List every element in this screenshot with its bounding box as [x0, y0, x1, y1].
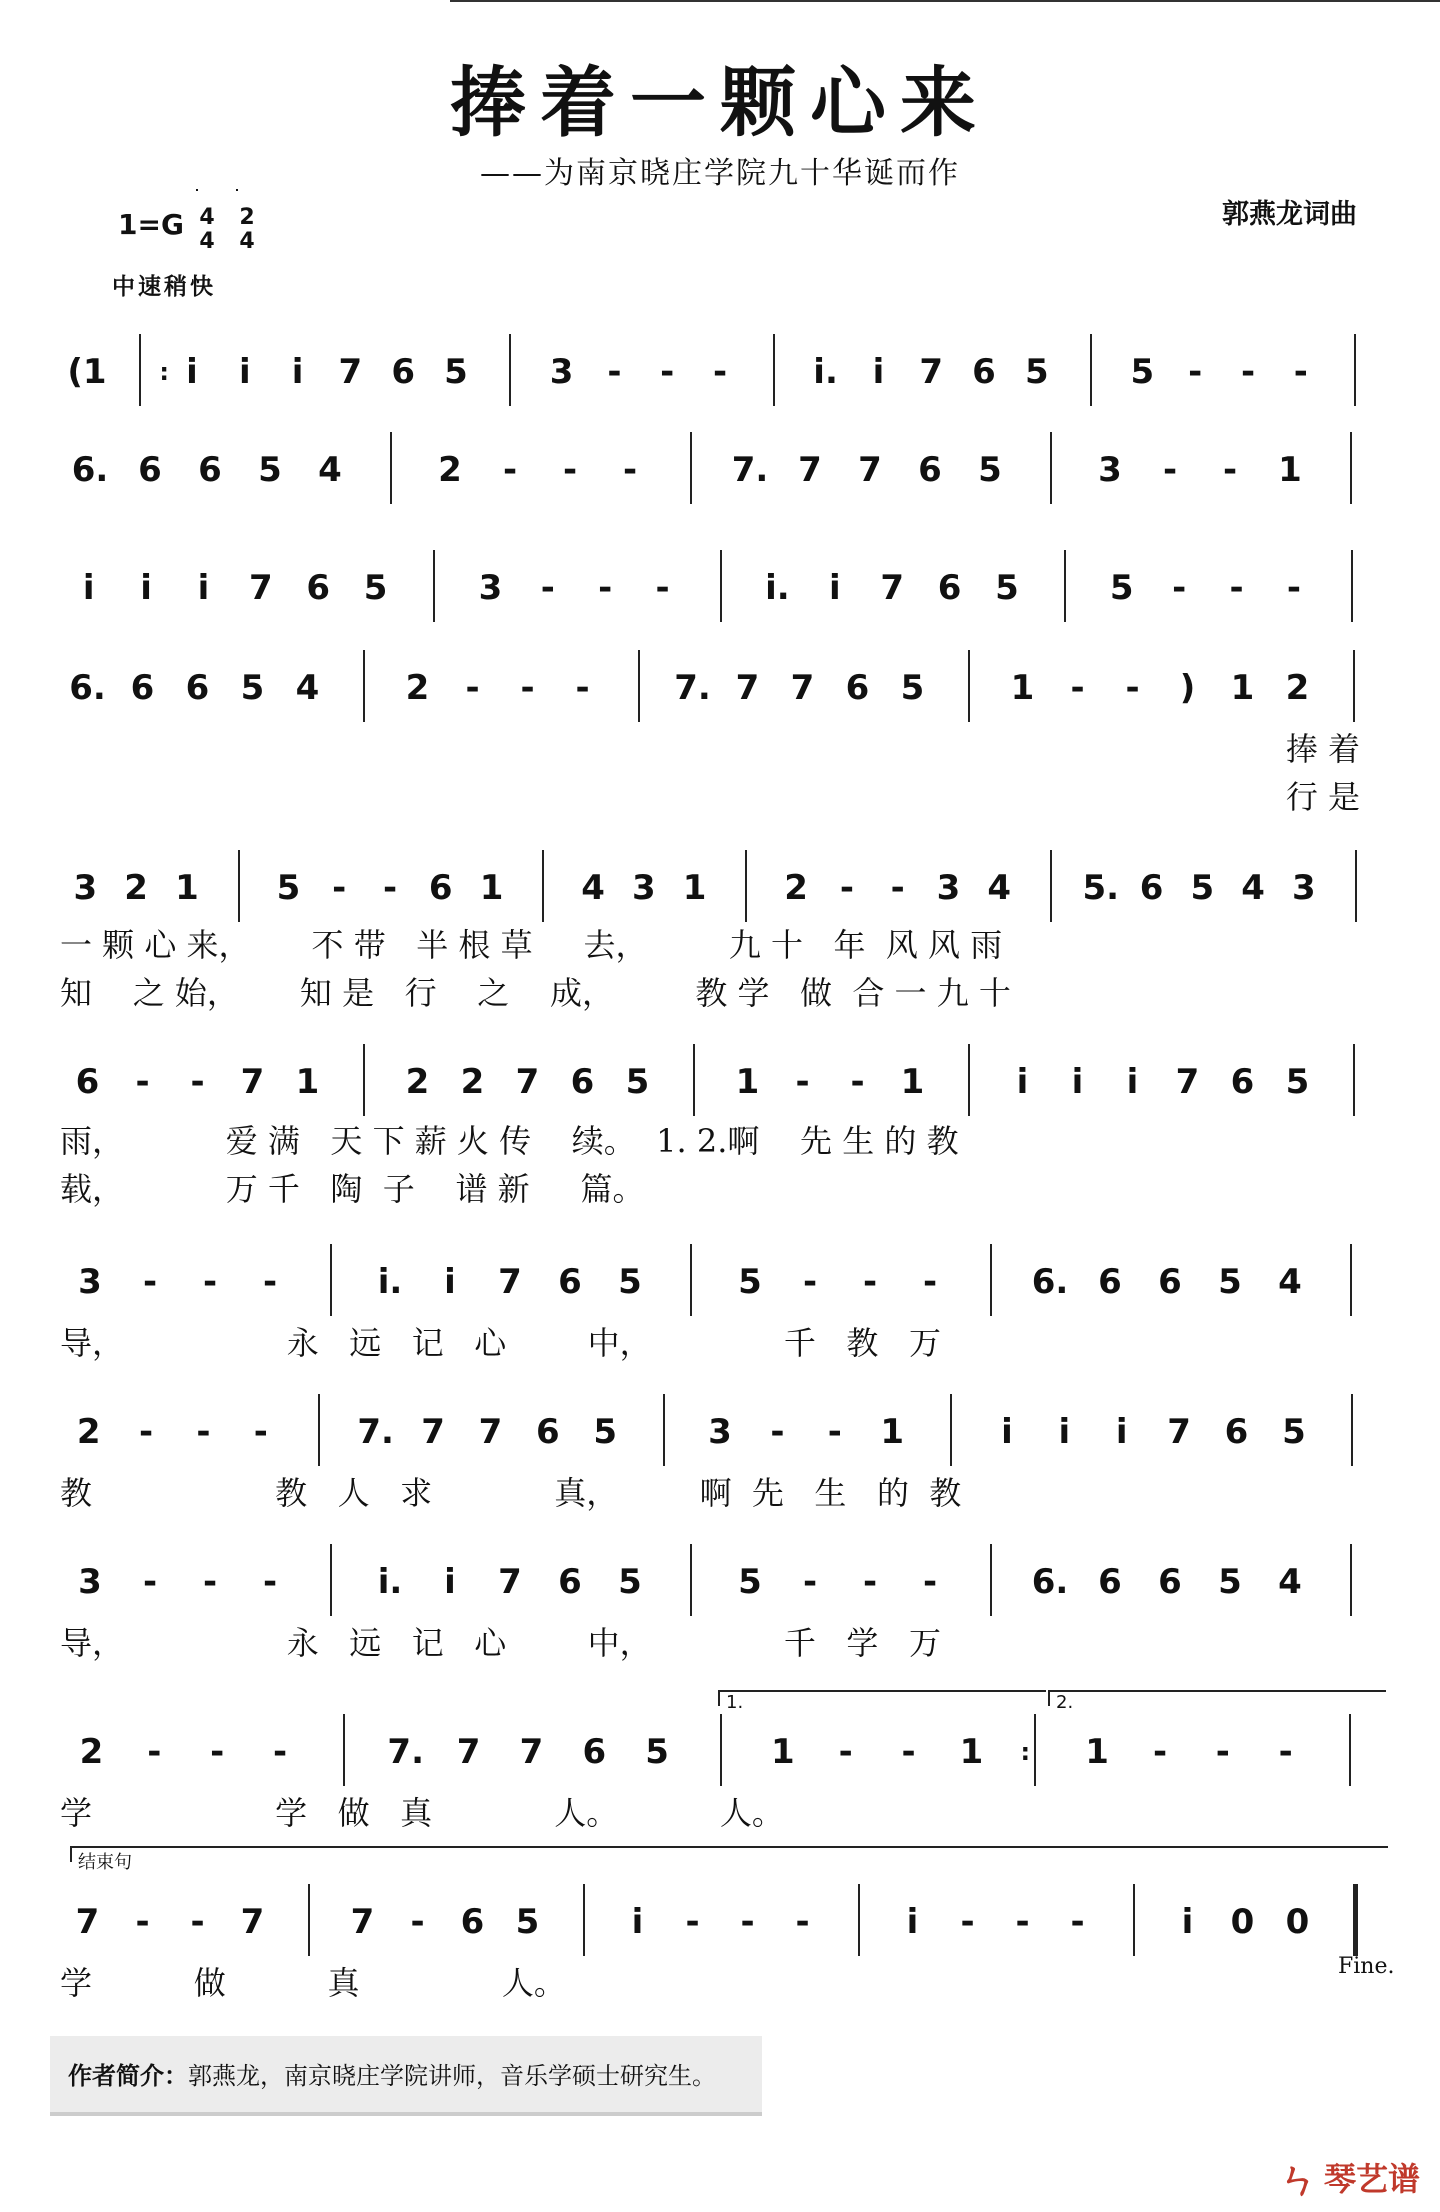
- note: -: [655, 568, 670, 608]
- note: 3: [78, 1262, 102, 1302]
- note: 6.: [1031, 1262, 1069, 1302]
- note: 6: [428, 868, 453, 908]
- barline: [1064, 550, 1066, 622]
- note: 6: [558, 1562, 582, 1602]
- note: 1: [295, 1062, 320, 1102]
- note: 7: [421, 1412, 445, 1452]
- note: -: [598, 568, 613, 608]
- note: 4: [581, 868, 605, 908]
- note: 6: [1098, 1562, 1122, 1602]
- note: 7: [519, 1732, 544, 1772]
- note: -: [332, 868, 347, 908]
- note: -: [838, 1732, 853, 1772]
- note: 2: [124, 868, 148, 908]
- barline: [390, 432, 392, 504]
- note: -: [827, 1412, 842, 1452]
- barline: [690, 432, 692, 504]
- note: 6: [1098, 1262, 1122, 1302]
- barline: [1353, 650, 1355, 722]
- note: 6: [558, 1262, 582, 1302]
- note: i: [1016, 1062, 1029, 1102]
- note: 4: [987, 868, 1012, 908]
- song-title: 捧着一颗心来: [450, 58, 990, 147]
- score-notes: [0, 1062, 1440, 1122]
- note: i.: [377, 1562, 403, 1602]
- note: 5: [1285, 1062, 1310, 1102]
- note: -: [901, 1732, 916, 1772]
- barline: [343, 1714, 345, 1786]
- note: -: [839, 868, 854, 908]
- note: 5: [995, 568, 1019, 608]
- note: 1: [900, 1062, 925, 1102]
- note: -: [1229, 568, 1244, 608]
- note: 6: [845, 668, 870, 708]
- bio-label: 作者简介：: [68, 2062, 188, 2090]
- note: 1: [1085, 1732, 1109, 1772]
- note: -: [802, 1262, 818, 1302]
- note: -: [262, 1562, 278, 1602]
- barline: [1349, 1714, 1351, 1786]
- note: 1: [682, 868, 707, 908]
- note: 3: [708, 1412, 732, 1452]
- note: ): [1179, 668, 1196, 708]
- barline: [990, 1244, 992, 1316]
- note: 5: [240, 668, 265, 708]
- barline: [1350, 1244, 1352, 1316]
- lyric-line: 一 颗 心 来， 不 带 半 根 草 去， 九 十 年 风 风 雨: [60, 926, 1003, 964]
- note: -: [1172, 568, 1187, 608]
- score-notes: [0, 450, 1440, 510]
- note: 7: [456, 1732, 481, 1772]
- note: -: [562, 450, 578, 490]
- note: -: [960, 1902, 975, 1942]
- barline: [1355, 850, 1357, 922]
- note: -: [253, 1412, 268, 1452]
- note: 7: [858, 450, 882, 490]
- note: 6: [1158, 1262, 1182, 1302]
- logo-text: 琴艺谱: [1324, 2160, 1421, 2198]
- note: 6: [185, 668, 210, 708]
- note: 4: [1241, 868, 1265, 908]
- note: 2: [784, 868, 808, 908]
- note: 7.: [674, 668, 711, 708]
- note: -: [770, 1412, 785, 1452]
- note: 7: [240, 1062, 265, 1102]
- watermark-logo: [1278, 2144, 1428, 2203]
- note: 3: [78, 1562, 102, 1602]
- note: 1: [1230, 668, 1255, 708]
- fine-marking: Fine.: [1338, 1954, 1395, 1979]
- barline: [509, 334, 511, 406]
- note: 5: [978, 450, 1002, 490]
- note: 5: [444, 352, 468, 392]
- note: i: [631, 1902, 644, 1942]
- note: 2: [1285, 668, 1310, 708]
- note: 7.: [357, 1412, 394, 1452]
- composer-credit: 郭燕龙词曲: [1222, 199, 1357, 230]
- barline: [1050, 850, 1052, 922]
- ending-section-bracket: 结束句: [70, 1846, 1388, 1862]
- note: 5: [1282, 1412, 1306, 1452]
- note: 1: [1278, 450, 1302, 490]
- score-notes: [0, 1412, 1440, 1472]
- lyric-line: 行 是: [1285, 778, 1360, 816]
- barline: [1351, 1394, 1353, 1466]
- note: 6: [1139, 868, 1164, 908]
- note: 2: [405, 668, 430, 708]
- note: 3: [549, 352, 574, 392]
- note: i: [238, 352, 251, 392]
- barline: [968, 1044, 970, 1116]
- note: 4: [318, 450, 342, 490]
- note: -: [210, 1732, 225, 1772]
- note: i: [82, 568, 95, 608]
- score-notes: [0, 868, 1440, 928]
- barline: [363, 650, 365, 722]
- note: 6: [918, 450, 942, 490]
- barline: [858, 1884, 860, 1956]
- note: 7: [249, 568, 273, 608]
- note: -: [660, 352, 675, 392]
- note: i.: [765, 568, 790, 608]
- lyric-line: 知 之 始， 知 是 行 之 成， 教 学 做 合 一 九 十: [60, 974, 1011, 1012]
- note: 5: [618, 1562, 642, 1602]
- barline: [968, 650, 970, 722]
- barline: [433, 550, 435, 622]
- note: -: [1162, 450, 1178, 490]
- note: -: [135, 1902, 150, 1942]
- note: 5: [625, 1062, 650, 1102]
- note: -: [685, 1902, 700, 1942]
- note: 5: [1190, 868, 1215, 908]
- note: 0: [1285, 1902, 1310, 1942]
- barline: [990, 1544, 992, 1616]
- note: 1: [735, 1062, 760, 1102]
- note: 5: [1218, 1562, 1242, 1602]
- note: 6: [130, 668, 155, 708]
- note: -: [1222, 450, 1238, 490]
- note: -: [1215, 1732, 1230, 1772]
- note: 7: [350, 1902, 375, 1942]
- note: 3: [73, 868, 98, 908]
- note: i: [872, 352, 885, 392]
- repeat-dots: :: [1020, 1738, 1031, 1766]
- note: 3: [1292, 868, 1316, 908]
- note: -: [795, 1062, 810, 1102]
- note: 5: [258, 450, 282, 490]
- key-signature: 1=G: [118, 208, 184, 241]
- score-notes: [0, 568, 1440, 628]
- author-bio: [50, 2036, 762, 2116]
- barline: [308, 1884, 310, 1956]
- note: 6: [582, 1732, 607, 1772]
- barline: [690, 1244, 692, 1316]
- barline: [583, 1884, 585, 1956]
- note: 6: [138, 450, 162, 490]
- note: 7: [478, 1412, 503, 1452]
- score-notes: [0, 352, 1440, 412]
- score-notes: [0, 1562, 1440, 1622]
- note: 1: [880, 1412, 904, 1452]
- note: 7: [735, 668, 760, 708]
- note: 6: [535, 1412, 560, 1452]
- barline: [1353, 1044, 1355, 1116]
- time-signature-2-4: 2 4: [236, 206, 258, 254]
- note: 2: [405, 1062, 430, 1102]
- note: -: [196, 1412, 211, 1452]
- score-notes: [0, 1902, 1440, 1962]
- note: 5: [1130, 352, 1155, 392]
- note: 7.: [731, 450, 769, 490]
- note: 5: [276, 868, 301, 908]
- logo-icon: ㄣ: [1278, 2157, 1318, 2203]
- note: 6.: [69, 668, 106, 708]
- volta-second-ending: 2.: [1048, 1690, 1386, 1706]
- note: -: [465, 668, 480, 708]
- note: 1: [479, 868, 504, 908]
- note: 7: [790, 668, 815, 708]
- note: -: [1286, 568, 1301, 608]
- note: -: [135, 1062, 150, 1102]
- note: -: [712, 352, 728, 392]
- note: i.: [813, 352, 838, 392]
- note: 5: [363, 568, 388, 608]
- note: 6: [75, 1062, 100, 1102]
- note: 1: [1010, 668, 1035, 708]
- note: -: [1125, 668, 1140, 708]
- barline: [1090, 334, 1092, 406]
- note: 6.: [1031, 1562, 1069, 1602]
- note: i: [186, 352, 198, 392]
- note: -: [272, 1732, 288, 1772]
- note: -: [1152, 1732, 1168, 1772]
- note: 7: [919, 352, 944, 392]
- note: 6.: [71, 450, 109, 490]
- note: -: [1070, 1902, 1085, 1942]
- note: (1: [67, 352, 107, 392]
- lyric-line: 导， 永 远 记 心 中， 千 教 万: [60, 1324, 941, 1362]
- note: 5: [738, 1262, 762, 1302]
- note: 7: [240, 1902, 265, 1942]
- barline: [950, 1394, 952, 1466]
- note: -: [410, 1902, 425, 1942]
- note: 7: [1175, 1062, 1200, 1102]
- note: 6: [937, 568, 962, 608]
- note: i: [1115, 1412, 1128, 1452]
- note: 5.: [1082, 868, 1120, 908]
- note: -: [850, 1062, 865, 1102]
- note: 5: [738, 1562, 762, 1602]
- note: i: [140, 568, 152, 608]
- note: -: [740, 1902, 755, 1942]
- note: -: [922, 1262, 938, 1302]
- note: i: [906, 1902, 919, 1942]
- note: i: [291, 352, 304, 392]
- note: -: [922, 1562, 938, 1602]
- note: -: [890, 868, 905, 908]
- note: i: [1001, 1412, 1013, 1452]
- note: i: [197, 568, 210, 608]
- note: i: [444, 1562, 456, 1602]
- note: 7.: [387, 1732, 424, 1772]
- barline: [542, 850, 544, 922]
- note: 5: [1024, 352, 1049, 392]
- note: -: [1015, 1902, 1030, 1942]
- note: 6: [1224, 1412, 1249, 1452]
- barline: [330, 1544, 332, 1616]
- note: i: [444, 1262, 456, 1302]
- note: -: [382, 868, 398, 908]
- barline: [638, 650, 640, 722]
- note: 7: [515, 1062, 540, 1102]
- note: 5: [1218, 1262, 1242, 1302]
- note: 4: [295, 668, 320, 708]
- score-notes: [0, 1732, 1440, 1792]
- note: 7: [338, 352, 363, 392]
- barline: [773, 334, 775, 406]
- time-signature-4-4: 4 4: [196, 206, 218, 254]
- note: 5: [900, 668, 925, 708]
- note: -: [1293, 352, 1308, 392]
- note: 4: [1278, 1562, 1302, 1602]
- barline: [330, 1244, 332, 1316]
- barline: [690, 1544, 692, 1616]
- lyric-line: 学 学 做 真 人。 人。: [60, 1794, 784, 1832]
- lyric-line: 教 教 人 求 真， 啊 先 生 的 教: [60, 1474, 962, 1512]
- bio-text: 郭燕龙，南京晓庄学院讲师，音乐学硕士研究生。: [188, 2062, 716, 2090]
- note: 7: [1167, 1412, 1191, 1452]
- note: -: [190, 1062, 205, 1102]
- barline: [720, 550, 722, 622]
- note: 6: [972, 352, 996, 392]
- note: -: [540, 568, 555, 608]
- barline: [1353, 1884, 1358, 1956]
- note: 6: [460, 1902, 485, 1942]
- barline: [1133, 1884, 1135, 1956]
- note: -: [862, 1562, 878, 1602]
- barline: [363, 1044, 365, 1116]
- note: 5: [515, 1902, 540, 1942]
- lyric-line: 捧 着: [1285, 730, 1360, 768]
- barline: [1354, 334, 1356, 406]
- note: -: [1188, 352, 1203, 392]
- note: -: [190, 1902, 205, 1942]
- note: -: [502, 450, 518, 490]
- note: 5: [645, 1732, 669, 1772]
- barline: [693, 1044, 695, 1116]
- note: i.: [377, 1262, 403, 1302]
- note: -: [202, 1262, 218, 1302]
- repeat-dots: :: [159, 358, 169, 386]
- top-rule: [450, 0, 1440, 2]
- note: -: [202, 1562, 218, 1602]
- note: -: [1240, 352, 1256, 392]
- barline: [720, 1714, 722, 1786]
- note: 5: [1109, 568, 1134, 608]
- note: 7: [498, 1262, 522, 1302]
- note: 6: [391, 352, 416, 392]
- note: 7: [498, 1562, 522, 1602]
- note: 2: [76, 1412, 101, 1452]
- note: 7: [75, 1902, 100, 1942]
- score-notes: [0, 1262, 1440, 1322]
- note: -: [862, 1262, 878, 1302]
- lyric-line: 载， 万 千 陶 子 谱 新 篇。: [60, 1170, 645, 1208]
- note: 3: [632, 868, 656, 908]
- note: 5: [593, 1412, 618, 1452]
- barline: [1351, 550, 1353, 622]
- note: -: [139, 1412, 154, 1452]
- tempo-marking: 中速稍快: [112, 274, 216, 300]
- barline: [1050, 432, 1052, 504]
- note: -: [622, 450, 638, 490]
- barline: [238, 850, 240, 922]
- note: 3: [936, 868, 961, 908]
- barline: [1350, 432, 1352, 504]
- lyric-line: 学 做 真 人。: [60, 1964, 566, 2002]
- note: 6: [1158, 1562, 1182, 1602]
- note: 2: [460, 1062, 485, 1102]
- note: -: [802, 1562, 818, 1602]
- note: 6: [1230, 1062, 1255, 1102]
- note: -: [147, 1732, 162, 1772]
- note: 1: [175, 868, 199, 908]
- note: 7: [798, 450, 822, 490]
- note: 3: [1098, 450, 1122, 490]
- note: 2: [438, 450, 462, 490]
- note: 5: [618, 1262, 642, 1302]
- note: i: [1126, 1062, 1139, 1102]
- barline: [663, 1394, 665, 1466]
- note: 0: [1230, 1902, 1255, 1942]
- barline: [745, 850, 747, 922]
- note: -: [142, 1562, 158, 1602]
- note: -: [1278, 1732, 1293, 1772]
- note: 6: [198, 450, 222, 490]
- note: i: [1071, 1062, 1084, 1102]
- note: 7: [880, 568, 904, 608]
- note: 4: [1278, 1262, 1302, 1302]
- song-subtitle: ——为南京晓庄学院九十华诞而作: [480, 156, 960, 191]
- barline: [318, 1394, 320, 1466]
- note: -: [575, 668, 590, 708]
- lyric-line: 导， 永 远 记 心 中， 千 学 万: [60, 1624, 941, 1662]
- note: 2: [79, 1732, 104, 1772]
- note: -: [795, 1902, 810, 1942]
- note: 6: [570, 1062, 595, 1102]
- barline: [1350, 1544, 1352, 1616]
- note: -: [142, 1262, 158, 1302]
- note: 3: [478, 568, 503, 608]
- note: -: [262, 1262, 278, 1302]
- note: -: [1070, 668, 1085, 708]
- barline: [139, 334, 141, 406]
- note: 6: [306, 568, 331, 608]
- note: -: [520, 668, 535, 708]
- score-notes: [0, 668, 1440, 728]
- volta-first-ending: 1.: [718, 1690, 1046, 1706]
- note: 1: [771, 1732, 795, 1772]
- note: -: [607, 352, 622, 392]
- note: i: [828, 568, 841, 608]
- lyric-line: 雨， 爱 满 天 下 薪 火 传 续。 1. 2.啊 先 生 的 教: [60, 1122, 959, 1160]
- note: i: [1181, 1902, 1194, 1942]
- note: i: [1058, 1412, 1071, 1452]
- note: 1: [959, 1732, 984, 1772]
